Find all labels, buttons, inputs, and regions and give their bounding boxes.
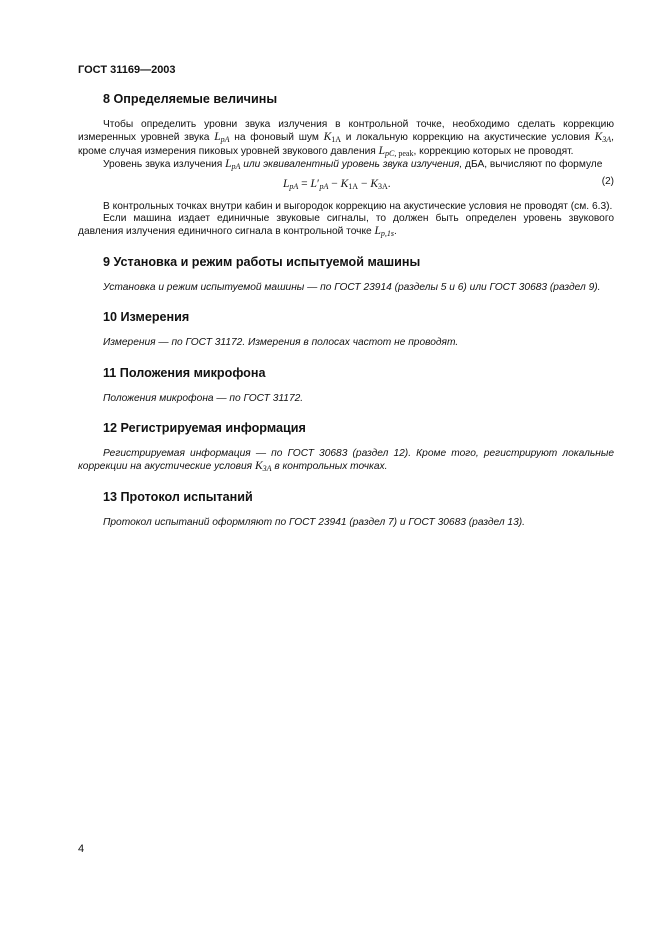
formula-expression: $L_{pA} = L'_{pA} - K_{1A} - K_{3A}$. <box>283 177 391 191</box>
text-run: Чтобы определить уровни звука излучения в контрольной точке, необходимо сделать коррекцию измеренных уровней звука <box>78 119 614 144</box>
section-8-paragraph-3: В контрольных точках внутри кабин и выгородок коррекцию на акустические условия не проводят (см. 6.3). <box>103 200 613 212</box>
text-run: Если машина издает единичные звуковые сигналы, то должен быть определен уровень звукового давления излучения единичного сигнала в контрольной точке <box>78 213 614 238</box>
section-10-title: 10 Измерения <box>103 310 190 325</box>
section-11-text: Положения микрофона — по ГОСТ 31172. <box>103 392 304 404</box>
text-run: на фоновый шум <box>229 132 324 144</box>
section-12-text <box>78 448 614 474</box>
section-8 <box>78 92 614 239</box>
section-10 <box>78 310 614 349</box>
section-12-title: 12 Регистрируемая информация <box>103 421 306 436</box>
formula-number: (2) <box>601 175 614 187</box>
section-12 <box>78 421 614 474</box>
symbol-Lp1s: $L_{p,1s}$ <box>374 225 395 239</box>
text-run: . <box>394 226 397 238</box>
symbol-K3A: $K_{3A}$ <box>254 460 272 474</box>
text-run: в контрольных точках. <box>271 461 388 473</box>
section-11 <box>78 366 614 405</box>
section-13-text: Протокол испытаний оформляют по ГОСТ 23941 (раздел 7) и ГОСТ 30683 (раздел 13). <box>103 516 525 528</box>
symbol-K1A: $K_{1A}$ <box>323 131 342 145</box>
symbol-LpA: $L_{pA}$ <box>214 131 230 145</box>
text-run: дБА, вычисляют по формуле <box>462 159 603 171</box>
formula-2 <box>78 176 614 198</box>
text-run: , коррекцию которых не проводят. <box>413 145 574 157</box>
section-8-title: 8 Определяемые величины <box>103 92 278 106</box>
text-run-italic: или эквивалентный уровень звука излучения, <box>243 159 463 171</box>
text-run: Регистрируемая информация — по ГОСТ 30683 (раздел 12). Кроме того, регистрируют локальные коррекции на акустические условия <box>78 448 614 473</box>
standard-header: ГОСТ 31169—2003 <box>78 64 176 76</box>
document-body <box>78 92 614 529</box>
section-11-title: 11 Положения микрофона <box>103 365 266 380</box>
symbol-K3A: $K_{3A}$ <box>594 131 612 145</box>
page-number: 4 <box>78 843 85 855</box>
section-13-title: 13 Протокол испытаний <box>103 489 253 504</box>
section-9-title: 9 Установка и режим работы испытуемой машины <box>103 254 421 269</box>
text-run: , кроме случая измерения пиковых уровней звукового давления <box>78 132 614 157</box>
section-13 <box>78 490 614 529</box>
text-run: Уровень звука излучения <box>103 159 226 171</box>
section-9-text: Установка и режим испытуемой машины — по ГОСТ 23914 (разделы 5 и 6) или ГОСТ 30683 (раздел 9). <box>103 281 601 293</box>
section-9 <box>78 255 614 294</box>
section-8-paragraph-1 <box>78 119 614 158</box>
section-10-text: Измерения — по ГОСТ 31172. Измерения в полосах частот не проводят. <box>103 337 459 349</box>
symbol-LpC-peak: $L_{pC, peak}$ <box>378 144 414 158</box>
text-run: и локальную коррекцию на акустические условия <box>341 132 595 144</box>
section-8-paragraph-4 <box>78 213 614 239</box>
symbol-LpA: $L_{pA}$ <box>225 158 241 172</box>
section-8-paragraph-2 <box>78 158 614 171</box>
